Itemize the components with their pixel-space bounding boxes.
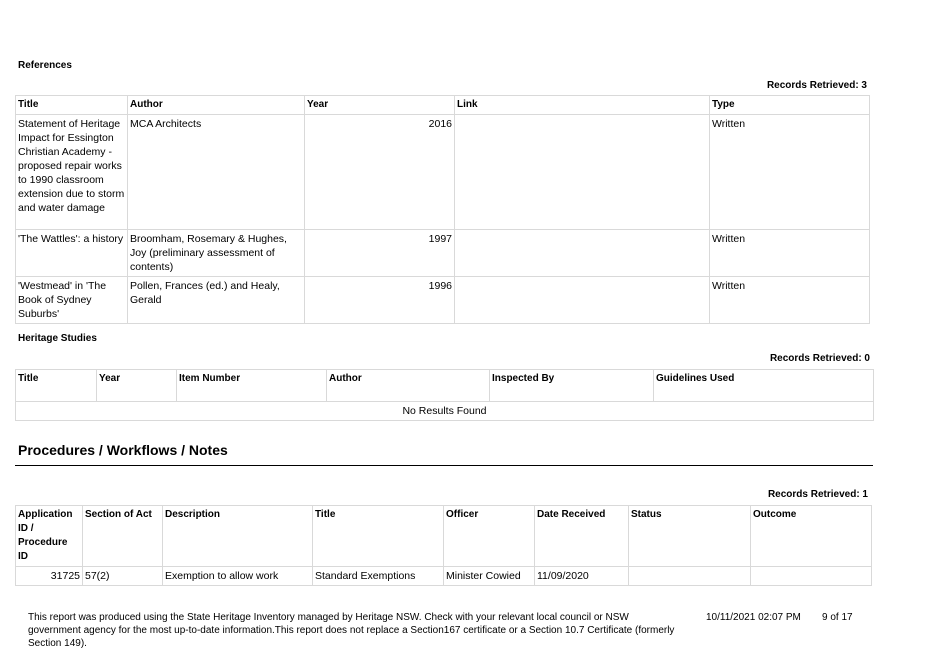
col-date-received: Date Received: [535, 506, 629, 567]
ref-author: MCA Architects: [128, 115, 305, 230]
table-header-row: [16, 96, 870, 115]
footer-page-number: 9 of 17: [822, 612, 853, 623]
references-records-count: Records Retrieved: 3: [766, 80, 867, 91]
col-description: Description: [163, 506, 313, 567]
table-row: [16, 567, 872, 586]
col-section-of-act: Section of Act: [83, 506, 163, 567]
heritage-studies-records-count: Records Retrieved: 0: [769, 353, 870, 364]
col-title: Title: [16, 370, 97, 402]
col-author: Author: [128, 96, 305, 115]
ref-type: Written: [710, 230, 870, 277]
references-heading: References: [18, 60, 72, 71]
col-inspected-by: Inspected By: [490, 370, 654, 402]
ref-type: Written: [710, 115, 870, 230]
col-application-id: Application ID / Procedure ID: [16, 506, 83, 567]
ref-author: Pollen, Frances (ed.) and Healy, Gerald: [128, 277, 305, 324]
col-year: Year: [97, 370, 177, 402]
heritage-studies-table: [15, 369, 874, 421]
table-row: [16, 230, 870, 277]
footer-disclaimer: This report was produced using the State Heritage Inventory managed by Heritage NSW. Check with your relevant local council or NSW government agency for the most up-to-date information.This report does not replace a Section167 certificate or a Section 10.7 Certificate (formerly Section 149).: [28, 612, 675, 649]
proc-date-received: 11/09/2020: [535, 567, 629, 586]
table-row: [16, 402, 874, 421]
proc-status: [629, 567, 751, 586]
references-table: [15, 95, 870, 324]
col-status: Status: [629, 506, 751, 567]
col-author: Author: [327, 370, 490, 402]
table-header-row: [16, 506, 872, 567]
ref-title: 'Westmead' in 'The Book of Sydney Suburbs': [16, 277, 128, 324]
no-results-message: No Results Found: [16, 402, 874, 421]
col-officer: Officer: [444, 506, 535, 567]
ref-title: Statement of Heritage Impact for Essington Christian Academy - proposed repair works to 1990 classroom extension due to storm and water damage: [16, 115, 128, 230]
table-row: [16, 115, 870, 230]
ref-year: 1996: [305, 277, 455, 324]
ref-link[interactable]: [455, 277, 710, 324]
proc-description: Exemption to allow work: [163, 567, 313, 586]
col-outcome: Outcome: [751, 506, 872, 567]
ref-year: 2016: [305, 115, 455, 230]
proc-section: 57(2): [83, 567, 163, 586]
ref-title: 'The Wattles': a history: [16, 230, 128, 277]
ref-author: Broomham, Rosemary & Hughes, Joy (preliminary assessment of contents): [128, 230, 305, 277]
table-header-row: [16, 370, 874, 402]
proc-title: Standard Exemptions: [313, 567, 444, 586]
proc-officer: Minister Cowied: [444, 567, 535, 586]
procedures-table: [15, 505, 872, 586]
procedures-heading: Procedures / Workflows / Notes: [18, 442, 228, 458]
col-link: Link: [455, 96, 710, 115]
ref-link[interactable]: [455, 115, 710, 230]
proc-outcome: [751, 567, 872, 586]
ref-link[interactable]: [455, 230, 710, 277]
procedures-records-count: Records Retrieved: 1: [767, 489, 868, 500]
heritage-studies-heading: Heritage Studies: [18, 333, 97, 344]
col-title: Title: [16, 96, 128, 115]
col-year: Year: [305, 96, 455, 115]
footer-timestamp: 10/11/2021 02:07 PM: [706, 612, 801, 623]
ref-year: 1997: [305, 230, 455, 277]
col-title: Title: [313, 506, 444, 567]
ref-type: Written: [710, 277, 870, 324]
col-type: Type: [710, 96, 870, 115]
section-divider: [15, 465, 873, 466]
col-guidelines-used: Guidelines Used: [654, 370, 874, 402]
col-item-number: Item Number: [177, 370, 327, 402]
proc-id: 31725: [16, 567, 83, 586]
table-row: [16, 277, 870, 324]
